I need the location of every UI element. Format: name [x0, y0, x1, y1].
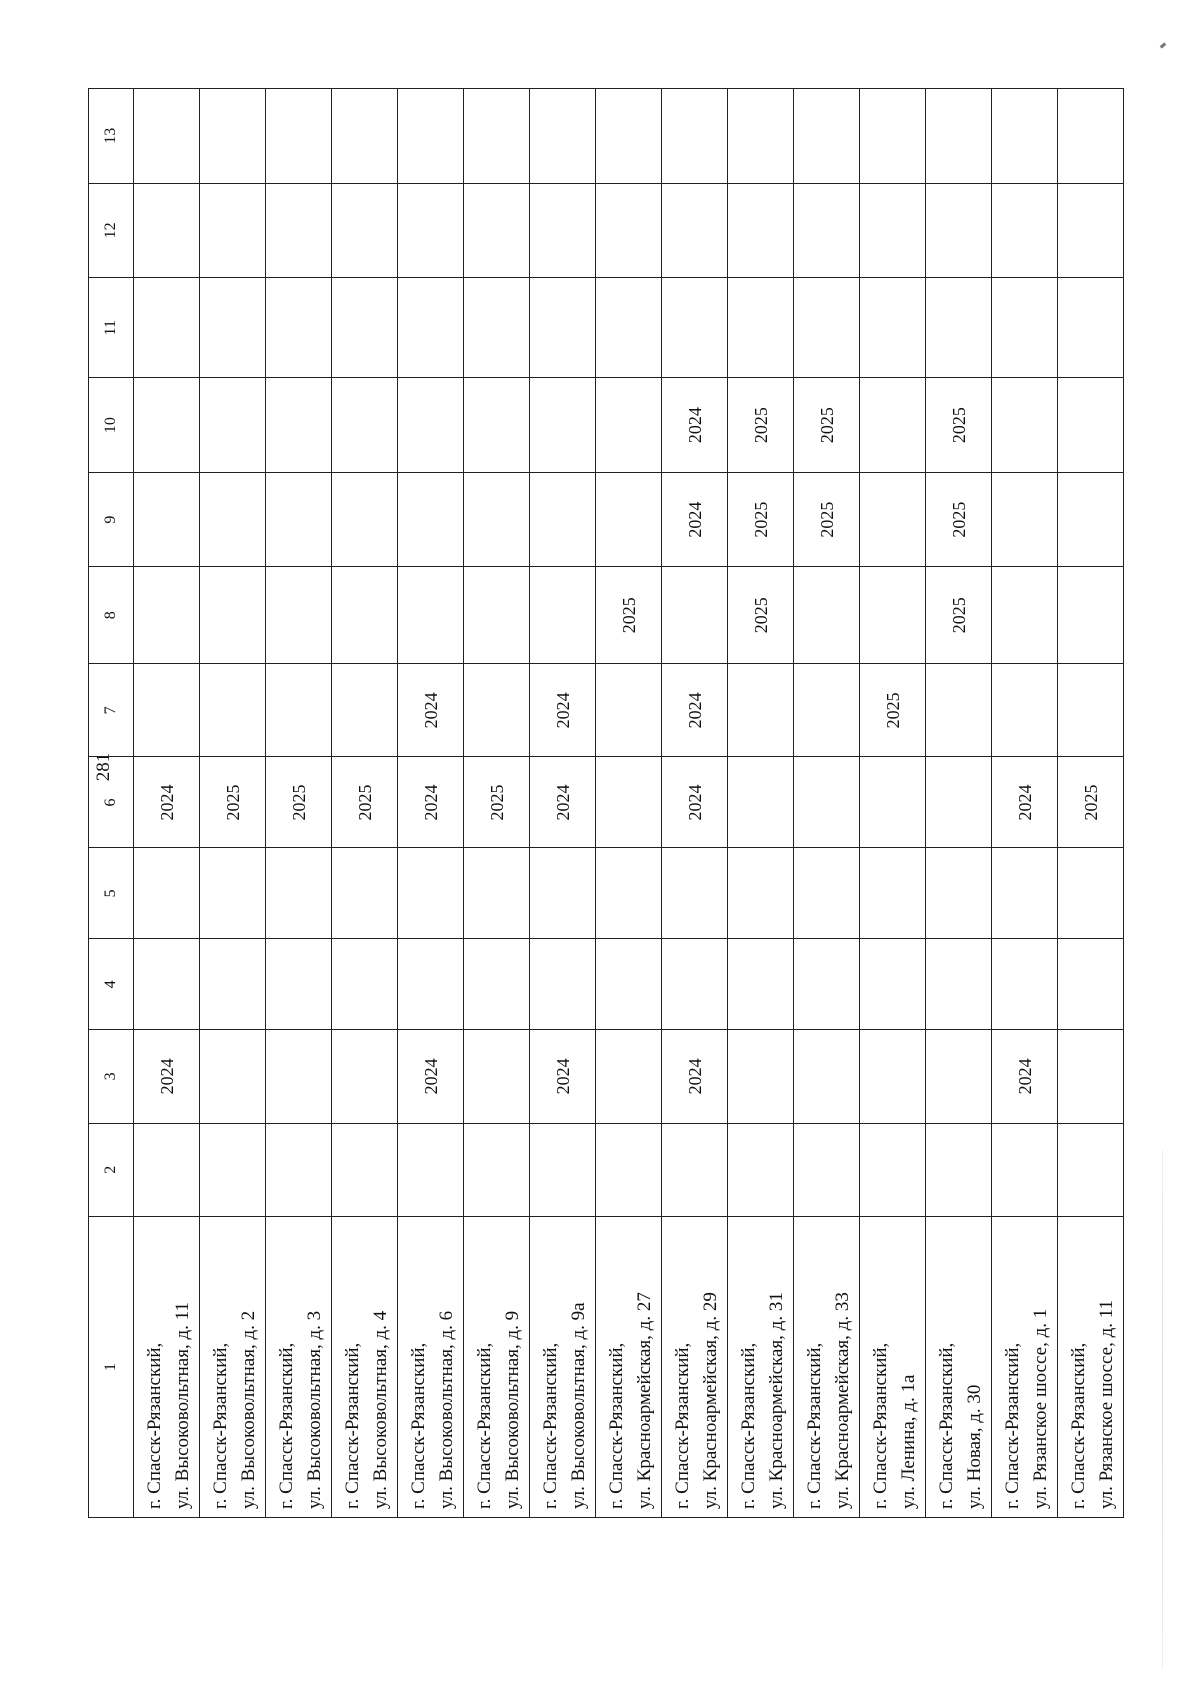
year-cell-col-5 — [398, 848, 464, 939]
year-cell-col-12 — [794, 183, 860, 277]
address-city: г. Спасск-Рязанский, — [672, 1342, 693, 1509]
address-cell — [398, 1216, 464, 1517]
year-cell-col-7 — [266, 664, 332, 757]
table-row — [530, 89, 596, 1518]
year-cell-col-2 — [464, 1123, 530, 1216]
year-cell-col-13 — [266, 89, 332, 184]
table-row — [398, 89, 464, 1518]
address-city: г. Спасск-Рязанский, — [210, 1342, 231, 1509]
year-cell-col-13 — [200, 89, 266, 184]
year-cell-col-4 — [992, 939, 1058, 1030]
address-city: г. Спасск-Рязанский, — [408, 1342, 429, 1509]
address-cell — [266, 1216, 332, 1517]
year-cell-col-8 — [662, 567, 728, 664]
year-cell-col-12 — [596, 183, 662, 277]
year-cell-col-13 — [134, 89, 200, 184]
year-cell-col-6: 2025 — [266, 757, 332, 848]
year-cell-col-7 — [134, 664, 200, 757]
year-cell-col-11 — [728, 278, 794, 378]
year-cell-col-4 — [926, 939, 992, 1030]
year-cell-col-12 — [728, 183, 794, 277]
year-cell-col-7: 2024 — [530, 664, 596, 757]
year-cell-col-5 — [596, 848, 662, 939]
year-cell-col-10 — [134, 378, 200, 472]
year-cell-col-13 — [860, 89, 926, 184]
year-cell-col-8: 2025 — [596, 567, 662, 664]
header-cell-col-13: 13 — [89, 89, 134, 184]
year-cell-col-4 — [794, 939, 860, 1030]
year-cell-col-11 — [200, 278, 266, 378]
year-cell-col-2 — [134, 1123, 200, 1216]
year-cell-col-4 — [662, 939, 728, 1030]
address-city: г. Спасск-Рязанский, — [276, 1342, 297, 1509]
address-city: г. Спасск-Рязанский, — [144, 1342, 165, 1509]
table-row — [596, 89, 662, 1518]
table-row — [134, 89, 200, 1518]
table-row — [926, 89, 992, 1518]
year-cell-col-11 — [596, 278, 662, 378]
address-cell — [926, 1216, 992, 1517]
year-cell-col-2 — [926, 1123, 992, 1216]
year-cell-col-6: 2024 — [992, 757, 1058, 848]
year-cell-col-4 — [200, 939, 266, 1030]
header-cell-col-3: 3 — [89, 1030, 134, 1123]
year-cell-col-10 — [464, 378, 530, 472]
year-cell-col-3: 2024 — [134, 1030, 200, 1123]
year-cell-col-2 — [1058, 1123, 1124, 1216]
header-cell-col-11: 11 — [89, 278, 134, 378]
year-cell-col-6: 2025 — [200, 757, 266, 848]
header-cell-col-5: 5 — [89, 848, 134, 939]
year-cell-col-5 — [794, 848, 860, 939]
header-cell-col-12: 12 — [89, 183, 134, 277]
header-cell-col-10: 10 — [89, 378, 134, 472]
table-row — [728, 89, 794, 1518]
address-street: ул. Красноармейская, д. 31 — [766, 1292, 787, 1509]
year-cell-col-5 — [134, 848, 200, 939]
year-cell-col-6: 2024 — [662, 757, 728, 848]
year-cell-col-7 — [200, 664, 266, 757]
year-cell-col-3 — [200, 1030, 266, 1123]
year-cell-col-5 — [266, 848, 332, 939]
address-cell — [200, 1216, 266, 1517]
year-cell-col-9: 2025 — [794, 472, 860, 566]
address-city: г. Спасск-Рязанский, — [606, 1342, 627, 1509]
year-cell-col-2 — [662, 1123, 728, 1216]
table-row — [860, 89, 926, 1518]
address-street: ул. Рязанское шоссе, д. 1 — [1030, 1308, 1051, 1509]
address-city: г. Спасск-Рязанский, — [1002, 1342, 1023, 1509]
year-cell-col-10 — [398, 378, 464, 472]
year-cell-col-7 — [794, 664, 860, 757]
year-cell-col-10 — [596, 378, 662, 472]
address-cell — [596, 1216, 662, 1517]
year-cell-col-4 — [464, 939, 530, 1030]
year-cell-col-2 — [596, 1123, 662, 1216]
table-row — [200, 89, 266, 1518]
year-cell-col-4 — [398, 939, 464, 1030]
year-cell-col-10: 2024 — [662, 378, 728, 472]
year-cell-col-12 — [860, 183, 926, 277]
year-cell-col-3 — [464, 1030, 530, 1123]
year-cell-col-10: 2025 — [926, 378, 992, 472]
year-cell-col-10 — [266, 378, 332, 472]
year-cell-col-4 — [266, 939, 332, 1030]
year-cell-col-9 — [200, 472, 266, 566]
year-cell-col-4 — [332, 939, 398, 1030]
year-cell-col-6: 2025 — [464, 757, 530, 848]
year-cell-col-3 — [1058, 1030, 1124, 1123]
year-cell-col-6 — [794, 757, 860, 848]
address-cell — [464, 1216, 530, 1517]
year-cell-col-12 — [398, 183, 464, 277]
year-cell-col-13 — [1058, 89, 1124, 184]
year-cell-col-12 — [464, 183, 530, 277]
year-cell-col-2 — [332, 1123, 398, 1216]
year-cell-col-9: 2025 — [728, 472, 794, 566]
year-cell-col-8 — [860, 567, 926, 664]
year-cell-col-13 — [530, 89, 596, 184]
address-street: ул. Высоковольтная, д. 11 — [172, 1302, 193, 1509]
year-cell-col-8 — [398, 567, 464, 664]
address-cell — [794, 1216, 860, 1517]
address-street: ул. Высоковольтная, д. 2 — [238, 1310, 259, 1509]
scan-corner-mark — [1160, 42, 1167, 48]
year-cell-col-9 — [530, 472, 596, 566]
address-city: г. Спасск-Рязанский, — [738, 1342, 759, 1509]
year-cell-col-5 — [860, 848, 926, 939]
year-cell-col-11 — [464, 278, 530, 378]
year-cell-col-5 — [200, 848, 266, 939]
year-cell-col-6: 2024 — [398, 757, 464, 848]
year-cell-col-8 — [992, 567, 1058, 664]
year-cell-col-6 — [926, 757, 992, 848]
year-cell-col-11 — [794, 278, 860, 378]
year-cell-col-7 — [596, 664, 662, 757]
year-cell-col-11 — [530, 278, 596, 378]
year-cell-col-3: 2024 — [662, 1030, 728, 1123]
year-cell-col-3 — [926, 1030, 992, 1123]
address-cell — [662, 1216, 728, 1517]
year-cell-col-3 — [266, 1030, 332, 1123]
year-cell-col-5 — [530, 848, 596, 939]
table-row — [662, 89, 728, 1518]
year-cell-col-2 — [794, 1123, 860, 1216]
year-cell-col-10: 2025 — [728, 378, 794, 472]
year-cell-col-3: 2024 — [398, 1030, 464, 1123]
year-cell-col-5 — [662, 848, 728, 939]
year-cell-col-11 — [266, 278, 332, 378]
year-cell-col-9 — [1058, 472, 1124, 566]
year-cell-col-6: 2024 — [134, 757, 200, 848]
address-street: ул. Высоковольтная, д. 4 — [370, 1310, 391, 1509]
address-cell — [992, 1216, 1058, 1517]
year-cell-col-5 — [1058, 848, 1124, 939]
year-cell-col-13 — [794, 89, 860, 184]
year-cell-col-7 — [992, 664, 1058, 757]
address-cell — [728, 1216, 794, 1517]
year-cell-col-9 — [464, 472, 530, 566]
year-cell-col-11 — [134, 278, 200, 378]
year-cell-col-13 — [662, 89, 728, 184]
year-cell-col-6: 2025 — [1058, 757, 1124, 848]
address-city: г. Спасск-Рязанский, — [474, 1342, 495, 1509]
year-cell-col-11 — [398, 278, 464, 378]
year-cell-col-13 — [332, 89, 398, 184]
header-cell-col-7: 7 — [89, 664, 134, 757]
table-row — [992, 89, 1058, 1518]
year-cell-col-2 — [728, 1123, 794, 1216]
year-cell-col-13 — [728, 89, 794, 184]
year-cell-col-4 — [728, 939, 794, 1030]
year-cell-col-9 — [860, 472, 926, 566]
table-row — [332, 89, 398, 1518]
table-row — [794, 89, 860, 1518]
year-cell-col-2 — [992, 1123, 1058, 1216]
year-cell-col-7: 2025 — [860, 664, 926, 757]
address-street: ул. Красноармейская, д. 29 — [700, 1292, 721, 1509]
year-cell-col-9 — [398, 472, 464, 566]
address-street: ул. Ленина, д. 1а — [898, 1374, 919, 1509]
year-cell-col-11 — [926, 278, 992, 378]
year-cell-col-6 — [728, 757, 794, 848]
year-cell-col-12 — [134, 183, 200, 277]
year-cell-col-8 — [464, 567, 530, 664]
year-cell-col-4 — [134, 939, 200, 1030]
year-cell-col-9 — [332, 472, 398, 566]
address-cell — [1058, 1216, 1124, 1517]
year-cell-col-2 — [398, 1123, 464, 1216]
year-cell-col-6 — [596, 757, 662, 848]
year-cell-col-6 — [860, 757, 926, 848]
year-cell-col-2 — [200, 1123, 266, 1216]
header-cell-col-6: 6 — [89, 757, 134, 848]
year-cell-col-8: 2025 — [926, 567, 992, 664]
year-cell-col-13 — [992, 89, 1058, 184]
year-cell-col-9 — [134, 472, 200, 566]
year-cell-col-7 — [464, 664, 530, 757]
year-cell-col-13 — [464, 89, 530, 184]
year-cell-col-8 — [134, 567, 200, 664]
address-city: г. Спасск-Рязанский, — [540, 1342, 561, 1509]
table-row — [266, 89, 332, 1518]
year-cell-col-10 — [332, 378, 398, 472]
year-cell-col-3: 2024 — [530, 1030, 596, 1123]
year-cell-col-8 — [1058, 567, 1124, 664]
year-cell-col-11 — [860, 278, 926, 378]
year-cell-col-5 — [464, 848, 530, 939]
year-cell-col-11 — [332, 278, 398, 378]
table-frame — [88, 88, 1117, 1518]
year-cell-col-10 — [530, 378, 596, 472]
address-city: г. Спасск-Рязанский, — [1068, 1342, 1089, 1509]
address-city: г. Спасск-Рязанский, — [936, 1342, 957, 1509]
year-cell-col-2 — [530, 1123, 596, 1216]
year-cell-col-3: 2024 — [992, 1030, 1058, 1123]
page-number: 281 — [93, 752, 114, 782]
year-cell-col-7 — [332, 664, 398, 757]
header-cell-col-8: 8 — [89, 567, 134, 664]
year-cell-col-8: 2025 — [728, 567, 794, 664]
year-cell-col-9: 2025 — [926, 472, 992, 566]
address-city: г. Спасск-Рязанский, — [804, 1342, 825, 1509]
year-cell-col-6: 2024 — [530, 757, 596, 848]
year-cell-col-10 — [200, 378, 266, 472]
year-cell-col-8 — [266, 567, 332, 664]
year-cell-col-3 — [860, 1030, 926, 1123]
header-cell-col-2: 2 — [89, 1123, 134, 1216]
scan-edge-artifact — [1162, 1150, 1163, 1670]
address-street: ул. Высоковольтная, д. 9 — [502, 1310, 523, 1509]
year-cell-col-12 — [992, 183, 1058, 277]
year-cell-col-12 — [200, 183, 266, 277]
year-cell-col-9 — [992, 472, 1058, 566]
year-cell-col-11 — [992, 278, 1058, 378]
address-street: ул. Высоковольтная, д. 3 — [304, 1310, 325, 1509]
year-cell-col-8 — [530, 567, 596, 664]
year-cell-col-4 — [596, 939, 662, 1030]
header-row — [89, 89, 134, 1518]
year-cell-col-9 — [596, 472, 662, 566]
year-cell-col-5 — [926, 848, 992, 939]
year-cell-col-3 — [596, 1030, 662, 1123]
address-street: ул. Красноармейская, д. 33 — [832, 1292, 853, 1509]
year-cell-col-13 — [596, 89, 662, 184]
rotated-table-wrapper — [88, 88, 1117, 1518]
year-cell-col-5 — [728, 848, 794, 939]
address-cell — [860, 1216, 926, 1517]
address-cell — [530, 1216, 596, 1517]
year-cell-col-3 — [728, 1030, 794, 1123]
year-cell-col-7: 2024 — [398, 664, 464, 757]
year-cell-col-8 — [794, 567, 860, 664]
year-cell-col-9: 2024 — [662, 472, 728, 566]
year-cell-col-11 — [662, 278, 728, 378]
address-cell — [332, 1216, 398, 1517]
year-cell-col-12 — [332, 183, 398, 277]
header-cell-col-9: 9 — [89, 472, 134, 566]
year-cell-col-12 — [1058, 183, 1124, 277]
year-cell-col-12 — [926, 183, 992, 277]
address-cell — [134, 1216, 200, 1517]
address-street: ул. Красноармейская, д. 27 — [634, 1292, 655, 1509]
year-cell-col-5 — [332, 848, 398, 939]
year-cell-col-10 — [1058, 378, 1124, 472]
year-cell-col-13 — [398, 89, 464, 184]
year-cell-col-7 — [1058, 664, 1124, 757]
year-cell-col-9 — [266, 472, 332, 566]
address-street: ул. Высоковольтная, д. 9а — [568, 1302, 589, 1509]
year-cell-col-12 — [662, 183, 728, 277]
schedule-table — [88, 88, 1124, 1518]
header-cell-col-4: 4 — [89, 939, 134, 1030]
year-cell-col-2 — [860, 1123, 926, 1216]
header-cell-col-1: 1 — [89, 1216, 134, 1517]
year-cell-col-12 — [530, 183, 596, 277]
address-city: г. Спасск-Рязанский, — [342, 1342, 363, 1509]
address-street: ул. Рязанское шоссе, д. 11 — [1096, 1299, 1117, 1509]
address-street: ул. Высоковольтная, д. 6 — [436, 1310, 457, 1509]
year-cell-col-12 — [266, 183, 332, 277]
table-row — [1058, 89, 1124, 1518]
year-cell-col-5 — [992, 848, 1058, 939]
year-cell-col-10: 2025 — [794, 378, 860, 472]
year-cell-col-4 — [530, 939, 596, 1030]
address-city: г. Спасск-Рязанский, — [870, 1342, 891, 1509]
year-cell-col-4 — [860, 939, 926, 1030]
year-cell-col-2 — [266, 1123, 332, 1216]
year-cell-col-4 — [1058, 939, 1124, 1030]
year-cell-col-11 — [1058, 278, 1124, 378]
year-cell-col-10 — [860, 378, 926, 472]
year-cell-col-8 — [200, 567, 266, 664]
year-cell-col-7 — [926, 664, 992, 757]
year-cell-col-3 — [332, 1030, 398, 1123]
year-cell-col-10 — [992, 378, 1058, 472]
year-cell-col-8 — [332, 567, 398, 664]
year-cell-col-3 — [794, 1030, 860, 1123]
address-street: ул. Новая, д. 30 — [964, 1384, 985, 1509]
year-cell-col-13 — [926, 89, 992, 184]
year-cell-col-6: 2025 — [332, 757, 398, 848]
year-cell-col-7 — [728, 664, 794, 757]
table-row — [464, 89, 530, 1518]
year-cell-col-7: 2024 — [662, 664, 728, 757]
